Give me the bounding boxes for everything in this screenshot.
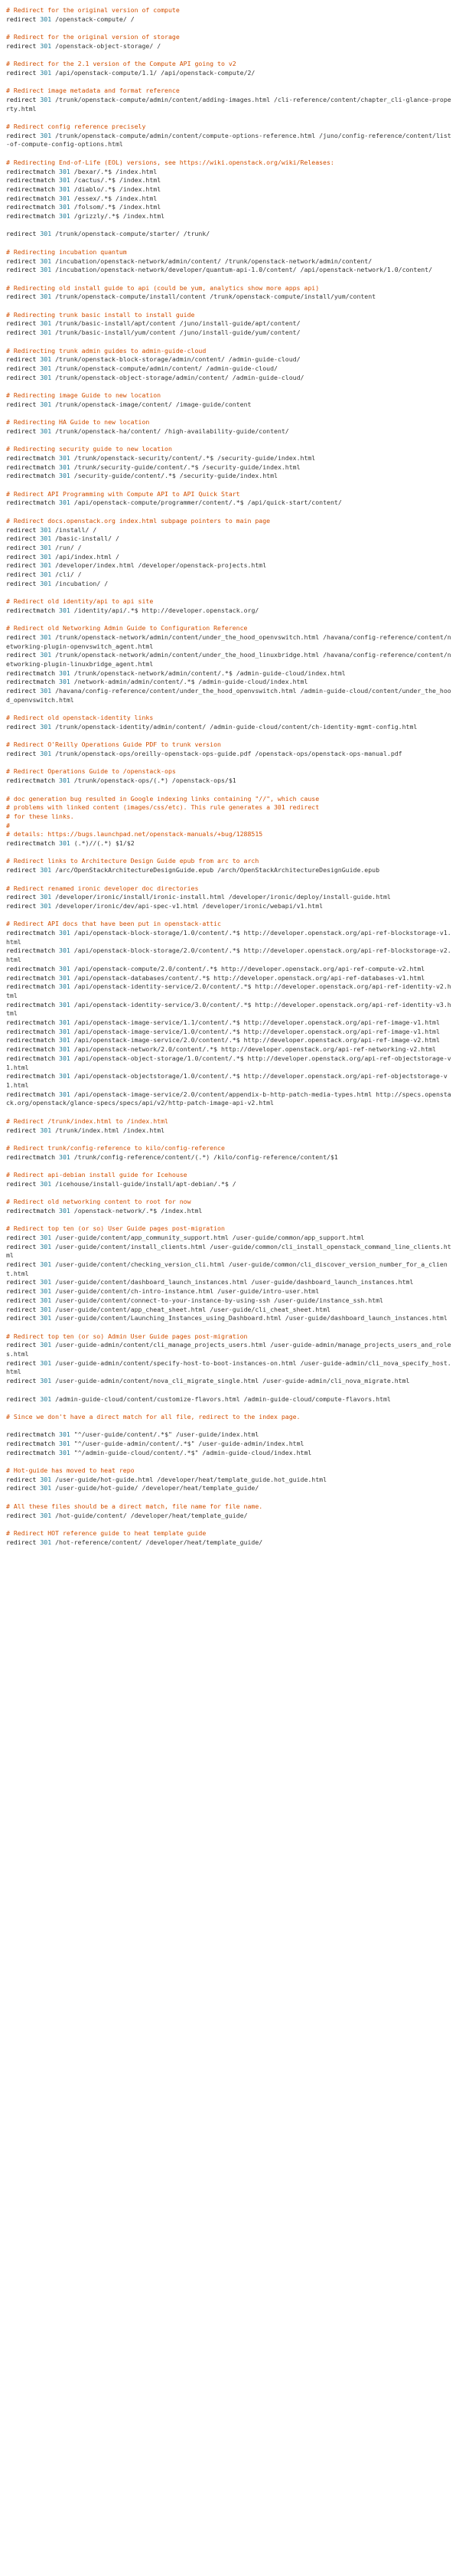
redirect-rule-line: redirect 301 /api/index.html /	[6, 552, 119, 561]
blank-line	[6, 481, 451, 490]
redirect-rule-line: redirect 301 /user-guide/content/checking_version_cli.html /user-guide/common/cli_discover_version_number_for_a_client.html	[6, 1260, 448, 1277]
redirect-rule-line: redirect 301 /trunk/basic-install/yum/content /juno/install-guide/yum/content/	[6, 329, 301, 337]
comment-line: # Redirecting trunk basic install to install guide	[6, 310, 195, 319]
blank-line	[6, 1162, 451, 1171]
comment-line: # Redirect for the original version of storage	[6, 33, 180, 41]
redirect-rule-line: redirectmatch 301 /api/openstack-identity-service/2.0/content/.*$ http://developer.openstack.org/api-ref-identity-v2.html	[6, 982, 451, 999]
redirect-rule-line: redirectmatch 301 /bexar/.*$ /index.html	[6, 167, 158, 175]
redirect-rule-line: redirect 301 /run/ /	[6, 543, 82, 551]
blank-line	[6, 1188, 451, 1198]
redirect-rule-line: redirectmatch 301 /openstack-network/.*$ /index.html	[6, 1206, 203, 1214]
redirect-rule-line: redirect 301 /developer/ironic/install/ironic-install.html /developer/ironic/deploy/install-guide.html	[6, 893, 391, 901]
redirect-rule-line: redirect 301 /user-guide/content/install_clients.html /user-guide/common/cli_install_openstack_command_line_clients.html	[6, 1242, 451, 1260]
comment-line: # Redirect Operations Guide to /openstack-ops	[6, 767, 176, 776]
redirect-rule-line: redirect 301 /trunk/openstack-network/admin/content/under_the_hood_linuxbridge.html /havana/config-reference/content/networking-plugin-linuxbridge_agent.html	[6, 651, 451, 669]
comment-line: # Redirect old Networking Admin Guide to Configuration Reference	[6, 624, 248, 633]
blank-line	[6, 1404, 451, 1413]
redirect-rule-line: redirectmatch 301 /api/openstack-block-storage/1.0/content/.*$ http://developer.openstack.org/api-ref-blockstorage-v1.html	[6, 929, 451, 946]
redirect-rule-line: redirect 301 /api/openstack-compute/1.1/ /api/openstack-compute/2/	[6, 68, 256, 77]
blank-line	[6, 1422, 451, 1431]
redirect-rule-line: redirectmatch 301 "^/user-guide-admin/content/.*$" /user-guide-admin/index.html	[6, 1439, 304, 1447]
blank-line	[6, 705, 451, 714]
redirect-rule-line: redirect 301 /arc/OpenStackArchitectureDesignGuide.epub /arch/OpenStackArchitectureDesignGuide.epub	[6, 866, 380, 874]
comment-line: # Redirect old identity/api to api site	[6, 597, 154, 606]
blank-line	[6, 588, 451, 597]
blank-line	[6, 1520, 451, 1529]
blank-line	[6, 275, 451, 284]
redirect-rule-line: redirect 301 /incubation/openstack-network/developer/quantum-api-1.0/content/ /api/openstack-network/1.0/content/	[6, 266, 433, 274]
comment-line: # for these links.	[6, 812, 74, 820]
comment-line: # Redirect for the 2.1 version of the Compute API going to v2	[6, 60, 236, 68]
blank-line	[6, 848, 451, 858]
blank-line	[6, 1457, 451, 1466]
blank-line	[6, 51, 451, 60]
blank-line	[6, 732, 451, 741]
redirect-rule-line: redirect 301 /incubation/ /	[6, 579, 109, 587]
redirect-rule-line: redirectmatch 301 (.*)//(.*) $1/$2	[6, 839, 135, 848]
comment-line: # Redirect links to Architecture Design Guide epub from arc to arch	[6, 857, 259, 865]
redirect-rule-line: redirectmatch 301 /security-guide/content/.*$ /security-guide/index.html	[6, 472, 278, 480]
comment-line: # Redirect config reference precisely	[6, 123, 146, 131]
redirect-rule-line: redirectmatch 301 /api/openstack-network/2.0/content/.*$ http://developer.openstack.org/api-ref-networking-v2.html	[6, 1045, 436, 1054]
blank-line	[6, 786, 451, 795]
blank-line	[6, 1135, 451, 1144]
redirect-rule-line: redirect 301 /install/ /	[6, 525, 97, 534]
redirect-rule-line: redirectmatch 301 /api/openstack-image-service/1.0/content/.*$ http://developer.openstack.org/api-ref-image-v1.html	[6, 1027, 440, 1035]
blank-line	[6, 875, 451, 884]
blank-line	[6, 911, 451, 920]
redirect-rule-line: redirect 301 /trunk/openstack-identity/admin/content/ /admin-guide-cloud/content/ch-identity-mgmt-config.html	[6, 722, 418, 731]
redirect-rule-line: redirect 301 /icehouse/install-guide/install/apt-debian/.*$ /	[6, 1179, 236, 1188]
comment-line: # Redirecting trunk admin guides to admin-guide-cloud	[6, 346, 207, 355]
blank-line	[6, 1215, 451, 1224]
redirect-rule-line: redirect 301 /trunk/basic-install/apt/content /juno/install-guide/apt/content/	[6, 319, 301, 328]
redirect-rule-line: redirectmatch 301 /api/openstack-image-service/2.0/content/appendix-b-http-patch-media-types.html http://specs.openstack.org/openstack/glance-specs/specs/api/v2/http-patch-image-api-v2.html	[6, 1090, 451, 1107]
comment-line: # Redirect for the original version of compute	[6, 6, 180, 14]
redirect-rule-line: redirectmatch 301 /api/openstack-object-storage/1.0/content/.*$ http://developer.openstack.org/api-ref-objectstorage-v1.html	[6, 1054, 451, 1071]
redirect-rule-line: redirect 301 /developer/ironic/dev/api-spec-v1.html /developer/ironic/webapi/v1.html	[6, 901, 324, 910]
redirect-rule-line: redirect 301 /openstack-object-storage/ /	[6, 41, 161, 50]
blank-line	[6, 1386, 451, 1395]
blank-line	[6, 508, 451, 517]
redirect-rule-line: redirect 301 /user-guide/content/connect-to-your-instance-by-using-ssh /user-guide/instance_ssh.html	[6, 1296, 383, 1304]
blank-line	[6, 436, 451, 446]
redirect-rule-line: redirect 301 /user-guide/content/Launching_Instances_using_Dashboard.html /user-guide/dashboard_launch_instances.html	[6, 1314, 448, 1322]
blank-line	[6, 239, 451, 248]
redirect-rule-line: redirectmatch 301 /api/openstack-compute/2.0/content/.*$ http://developer.openstack.org/api-ref-compute-v2.html	[6, 964, 425, 973]
redirect-rule-line: redirect 301 /user-guide-admin/content/cli_manage_projects_users.html /user-guide-admin/manage_projects_users_and_roles.html	[6, 1341, 451, 1358]
redirect-rule-line: redirectmatch 301 /essex/.*$ /index.html	[6, 194, 158, 202]
redirect-rule-line: redirect 301 /trunk/openstack-ha/content/ /high-availability-guide/content/	[6, 427, 289, 435]
redirect-rule-line: redirectmatch 301 /trunk/openstack-ops/(.*) /openstack-ops/$1	[6, 776, 236, 785]
redirect-rule-line: redirect 301 /trunk/index.html /index.html	[6, 1126, 165, 1134]
redirect-rule-line: redirect 301 /trunk/openstack-compute/starter/ /trunk/	[6, 230, 210, 238]
comment-line: # Redirect old openstack-identity links	[6, 714, 154, 722]
redirect-rule-line: redirect 301 /hot-guide/content/ /developer/heat/template_guide/	[6, 1511, 248, 1519]
redirect-rule-line: redirect 301 /hot-reference/content/ /developer/heat/template_guide/	[6, 1538, 263, 1546]
redirect-rule-line: redirectmatch 301 /api/openstack-objectstorage/1.0/content/.*$ http://developer.openstack.org/api-ref-objectstorage-v1.html	[6, 1072, 448, 1089]
blank-line	[6, 759, 451, 768]
comment-line: #	[6, 821, 10, 829]
redirect-rule-line: redirect 301 /trunk/openstack-ops/oreilly-openstack-ops-guide.pdf /openstack-ops/openstack-ops-manual.pdf	[6, 750, 402, 758]
redirect-rule-line: redirect 301 /developer/index.html /developer/openstack-projects.html	[6, 561, 267, 570]
comment-line: # Redirecting image Guide to new location	[6, 391, 161, 400]
blank-line	[6, 616, 451, 625]
redirect-rule-line: redirect 301 /user-guide/content/ch-intro-instance.html /user-guide/intro-user.html	[6, 1287, 320, 1296]
redirect-rule-line: redirect 301 /openstack-compute/ /	[6, 15, 135, 23]
redirect-rule-line: redirectmatch 301 /trunk/security-guide/content/.*$ /security-guide/index.html	[6, 463, 301, 471]
comment-line: # Redirect image metadata and format reference	[6, 87, 180, 95]
comment-line: # Redirecting old install guide to api (could be yum, analytics show more apps api)	[6, 283, 320, 292]
redirect-rule-line: redirect 301 /trunk/openstack-compute/admin/content/ /admin-guide-cloud/	[6, 364, 278, 372]
redirect-rule-line: redirect 301 /trunk/openstack-compute/admin/content/compute-options-reference.html /juno/config-reference/content/list-of-compute-config-options.html	[6, 131, 451, 149]
redirect-rule-line: redirect 301 /trunk/openstack-compute/admin/content/adding-images.html /cli-reference/content/chapter_cli-glance-property.html	[6, 95, 451, 113]
redirect-rule-line: redirect 301 /trunk/openstack-network/admin/content/under_the_hood_openvswitch.html /havana/config-reference/content/networking-plugin-openvswitch_agent.html	[6, 633, 451, 650]
comment-line: # Redirecting End-of-Life (EOL) versions, see https://wiki.openstack.org/wiki/Releases:	[6, 158, 334, 166]
comment-line: # Redirect old networking content to root for now	[6, 1198, 191, 1206]
redirect-rule-line: redirectmatch 301 /diablo/.*$ /index.html	[6, 185, 161, 193]
comment-line: # Redirect api-debian install guide for Icehouse	[6, 1170, 187, 1178]
comment-line: # Redirecting HA Guide to new location	[6, 418, 150, 427]
blank-line	[6, 1108, 451, 1117]
redirect-rule-line: redirect 301 /user-guide/hot-guide.html /developer/heat/template_guide.hot_guide.html	[6, 1475, 327, 1483]
comment-line: # Redirecting incubation quantum	[6, 247, 127, 256]
comment-line: # Redirect top ten (or so) User Guide pages post-migration	[6, 1224, 225, 1233]
redirect-rule-line: redirectmatch 301 /api/openstack-block-storage/2.0/content/.*$ http://developer.openstack.org/api-ref-blockstorage-v2.html	[6, 946, 451, 964]
comment-line: # details: https://bugs.launchpad.net/openstack-manuals/+bug/1288515	[6, 830, 263, 839]
redirect-rule-line: redirect 301 /user-guide/content/app_cheat_sheet.html /user-guide/cli_cheat_sheet.html	[6, 1305, 330, 1313]
redirect-rule-line: redirectmatch 301 /api/openstack-databases/content/.*$ http://developer.openstack.org/api-ref-databases-v1.html	[6, 973, 425, 982]
redirect-rule-line: redirectmatch 301 /cactus/.*$ /index.html	[6, 176, 161, 185]
redirect-rule-line: redirectmatch 301 "^/user-guide/content/.*$" /user-guide/index.html	[6, 1430, 259, 1439]
redirect-rule-line: redirectmatch 301 "^/admin-guide-cloud/content/.*$" /admin-guide-cloud/index.html	[6, 1448, 312, 1456]
redirect-rule-line: redirect 301 /user-guide/content/app_community_support.html /user-guide/common/app_support.html	[6, 1233, 365, 1241]
redirect-rule-line: redirect 301 /trunk/openstack-compute/install/content /trunk/openstack-compute/install/yum/content	[6, 293, 376, 301]
redirect-rule-line: redirect 301 /trunk/openstack-block-storage/admin/content/ /admin-guide-cloud/	[6, 355, 301, 364]
blank-line	[6, 302, 451, 311]
redirect-rule-line: redirectmatch 301 /api/openstack-identity-service/3.0/content/.*$ http://developer.openstack.org/api-ref-identity-v3.html	[6, 1000, 451, 1018]
comment-line: # Redirect API Programming with Compute API to API Quick Start	[6, 489, 240, 498]
redirect-rule-line: redirect 301 /user-guide-admin/content/nova_cli_migrate_single.html /user-guide-admin/cli_nova_migrate.html	[6, 1377, 410, 1385]
redirect-rule-line: redirect 301 /user-guide/content/dashboard_launch_instances.html /user-guide/dashboard_launch_instances.html	[6, 1278, 414, 1286]
blank-line	[6, 338, 451, 347]
comment-line: # All these files should be a direct match, file name for file name.	[6, 1502, 263, 1510]
blank-line	[6, 24, 451, 33]
comment-line: # doc generation bug resulted in Google indexing links containing "//", which cause	[6, 794, 320, 803]
redirect-rule-line: redirect 301 /cli/ /	[6, 570, 82, 579]
redirect-rule-line: redirectmatch 301 /identity/api/.*$ http://developer.openstack.org/	[6, 606, 259, 614]
redirect-rule-line: redirect 301 /admin-guide-cloud/content/customize-flavors.html /admin-guide-cloud/compute-flavors.html	[6, 1394, 391, 1403]
redirect-rule-line: redirect 301 /incubation/openstack-network/admin/content/ /trunk/openstack-network/admin/content/	[6, 257, 373, 265]
redirect-rule-line: redirect 301 /trunk/openstack-image/content/ /image-guide/content	[6, 400, 252, 408]
comment-line: # Redirecting security guide to new location	[6, 445, 172, 453]
redirect-rule-line: redirectmatch 301 /api/openstack-compute/programmer/content/.*$ /api/quick-start/content/	[6, 499, 342, 507]
redirect-rule-line: redirect 301 /user-guide/hot-guide/ /developer/heat/template_guide/	[6, 1484, 259, 1492]
blank-line	[6, 382, 451, 391]
comment-line: # Redirect renamed ironic developer doc directories	[6, 884, 199, 892]
redirect-rule-line: redirectmatch 301 /api/openstack-image-service/1.1/content/.*$ http://developer.openstack.org/api-ref-image-v1.html	[6, 1018, 440, 1027]
comment-line: # Redirect API docs that have been put in openstack-attic	[6, 920, 221, 928]
redirect-rule-line: redirect 301 /havana/config-reference/content/under_the_hood_openvswitch.html /admin-guide-cloud/content/under_the_hood_openvswitch.html	[6, 687, 451, 704]
redirect-rule-line: redirectmatch 301 /trunk/openstack-security/content/.*$ /security-guide/index.html	[6, 453, 316, 462]
redirect-rule-line: redirect 301 /user-guide-admin/content/specify-host-to-boot-instances-on.html /user-guide-admin/cli_nova_specify_host.html	[6, 1358, 451, 1376]
blank-line	[6, 1493, 451, 1502]
comment-line: # Redirect top ten (or so) Admin User Guide pages post-migration	[6, 1332, 248, 1340]
redirect-rule-line: redirectmatch 301 /grizzly/.*$ /index.html	[6, 212, 165, 221]
redirect-rule-line: redirectmatch 301 /api/openstack-image-service/2.0/content/.*$ http://developer.openstack.org/api-ref-image-v2.html	[6, 1036, 440, 1044]
comment-line: # Hot-guide has moved to heat repo	[6, 1466, 135, 1475]
comment-line: # Since we don't have a direct match for all file, redirect to the index page.	[6, 1412, 301, 1420]
comment-line: # Redirect /trunk/index.html to /index.html	[6, 1116, 168, 1125]
blank-line	[6, 409, 451, 418]
blank-line	[6, 78, 451, 87]
redirect-rule-line: redirectmatch 301 /folsom/.*$ /index.html	[6, 203, 161, 211]
blank-line	[6, 221, 451, 230]
redirect-rule-line: redirect 301 /trunk/openstack-object-storage/admin/content/ /admin-guide-cloud/	[6, 373, 304, 381]
comment-line: # Redirect trunk/config-reference to kilo/config-reference	[6, 1143, 225, 1152]
comment-line: # problems with linked content (images/css/etc). This rule generates a 301 redirect	[6, 803, 320, 812]
redirect-rule-line: redirectmatch 301 /network-admin/admin/content/.*$ /admin-guide-cloud/index.html	[6, 678, 308, 686]
blank-line	[6, 1323, 451, 1332]
redirect-rule-line: redirectmatch 301 /trunk/openstack-network/admin/content/.*$ /admin-guide-cloud/index.html	[6, 669, 346, 677]
redirect-rule-line: redirectmatch 301 /trunk/config-reference/content/(.*) /kilo/config-reference/content/$1	[6, 1152, 338, 1161]
comment-line: # Redirect docs.openstack.org index.html subpage pointers to main page	[6, 516, 271, 525]
redirect-rule-line: redirect 301 /basic-install/ /	[6, 534, 119, 543]
blank-line	[6, 149, 451, 159]
comment-line: # Redirect O'Reilly Operations Guide PDF to trunk version	[6, 740, 221, 749]
comment-line: # Redirect HOT reference guide to heat template guide	[6, 1528, 207, 1537]
blank-line	[6, 113, 451, 123]
